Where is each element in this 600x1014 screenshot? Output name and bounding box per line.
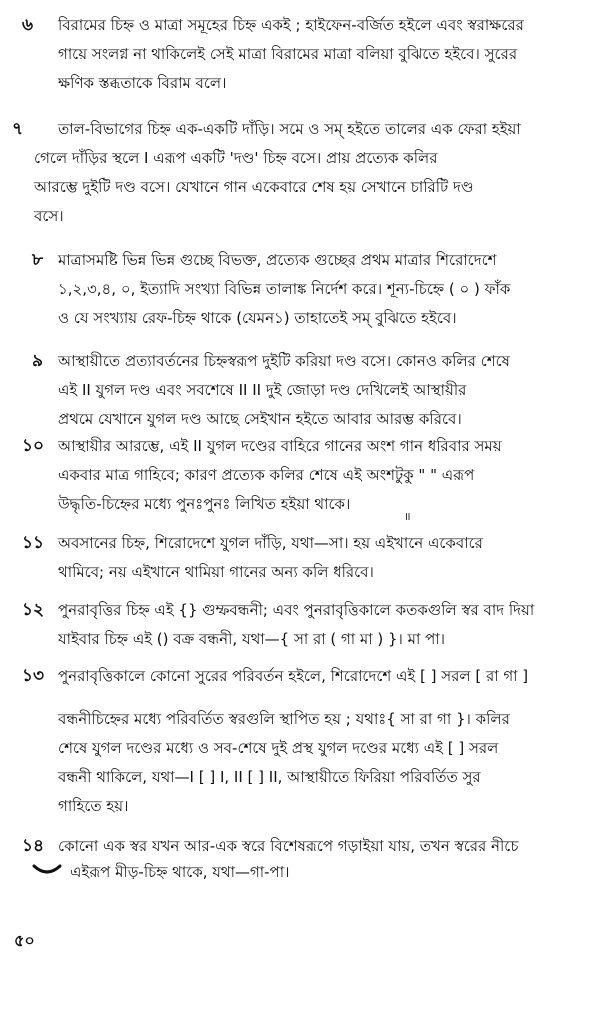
item-number: ৯ bbox=[32, 351, 44, 371]
double-dandi-mark: ॥ bbox=[404, 510, 411, 523]
page-number: ৫০ bbox=[14, 931, 35, 950]
item-number: ১১ bbox=[22, 533, 45, 553]
meend-slur-icon bbox=[32, 862, 62, 878]
item-text-line: উদ্ধৃতি-চিহ্নের মধ্যে পুনঃপুনঃ লিখিত হইয়া থাকে। bbox=[58, 495, 351, 513]
item-text-line: ১,২,৩,৪, ০, ইত্যাদি সংখ্যা বিভিন্ন তালাঙ্ক নির্দেশ করে। শূন্য-চিহ্নে ( ০ ) ফাঁক bbox=[58, 280, 511, 298]
item-text-line: মাত্রাসমষ্টি ভিন্ন ভিন্ন গুচ্ছে বিভক্ত, প্রত্যেক গুচ্ছের প্রথম মাত্রার শিরোদেশে bbox=[58, 251, 497, 269]
item-text-line: আস্থায়ীতে প্রত্যাবর্তনের চিহ্নস্বরূপ দুইটি করিয়া দণ্ড বসে। কোনও কলির শেষে bbox=[58, 352, 510, 370]
item-text-line: শেষে যুগল দণ্ডের মধ্যে ও সব-শেষে দুই প্রস্থ যুগল দণ্ডের মধ্যে এই [ ] সরল bbox=[58, 739, 499, 757]
item-text-line: যাইবার চিহ্ন এই () বক্র বন্ধনী, যথা—{ সা রা ( গা মা ) }। মা পা। bbox=[58, 630, 446, 648]
item-text-line: বিরামের চিহ্ন ও মাত্রা সমূহের চিহ্ন একই ; হাইফেন-বর্জিত হইলে এবং স্বরাক্ষরের bbox=[58, 16, 524, 34]
item-text-line: আস্থায়ীর আরম্ভে, এই II যুগল দণ্ডের বাহিরে গানের অংশ গান ধরিবার সময় bbox=[58, 437, 502, 455]
item-text-line: আরম্ভে দুইটি দণ্ড বসে। যেখানে গান একেবারে শেষ হয় সেখানে চারিটি দণ্ড bbox=[34, 178, 474, 196]
item-text-line: ক্ষণিক স্তব্ধতাকে বিরাম বলে। bbox=[58, 74, 227, 92]
item-number: ৮ bbox=[32, 250, 44, 270]
item-number: ১০ bbox=[22, 436, 45, 456]
item-text-line: তাল-বিভাগের চিহ্ন এক-একটি দাঁড়ি। সমে ও সম্ হইতে তালের এক ফেরা হইয়া bbox=[58, 120, 521, 138]
item-text-line: গেলে দাঁড়ির স্থলে I এরূপ একটি 'দণ্ড' চিহ্ন বসে। প্রায় প্রত্যেক কলির bbox=[34, 149, 438, 167]
item-text-line: বন্ধনী থাকিলে, যথা—I [ ] I, II [ ] II, আস্থায়ীতে ফিরিয়া পরিবর্তিত সুর bbox=[58, 768, 481, 786]
item-text-line: থামিবে; নয় এইখানে থামিয়া গানের অন্য কলি ধরিবে। bbox=[58, 563, 374, 581]
item-text-line: এইরূপ মীড়-চিহ্ন থাকে, যথা—গা-পা। bbox=[70, 863, 290, 881]
item-number: ৭ bbox=[12, 119, 24, 139]
item-text-line: প্রথমে যেখানে যুগল দণ্ড আছে সেইখান হইতে আবার আরম্ভ করিবে। bbox=[58, 410, 462, 428]
item-text-line: পুনরাবৃত্তির চিহ্ন এই {} গুম্ফবন্ধনী; এবং পুনরাবৃত্তিকালে কতকগুলি স্বর বাদ দিয়া bbox=[58, 601, 535, 619]
item-number: ১৪ bbox=[22, 836, 45, 856]
item-text-line: এই II যুগল দণ্ড এবং সবশেষে II II দুই জোড়া দণ্ড দেখিলেই আস্থায়ীর bbox=[58, 381, 467, 399]
item-text-line: গায়ে সংলগ্ন না থাকিলেই সেই মাত্রা বিরামের মাত্রা বলিয়া বুঝিতে হইবে। সুরের bbox=[58, 45, 518, 63]
item-text-line: কোনো এক স্বর যখন আর-এক স্বরে বিশেষরূপে গড়াইয়া যায়, তখন স্বরের নীচে bbox=[58, 837, 519, 855]
item-number: ১৩ bbox=[22, 666, 45, 686]
item-text-line: বন্ধনীচিহ্নের মধ্যে পরিবর্তিত স্বরগুলি স্থাপিত হয় ; যথাঃ{ সা রা গা }। কলির bbox=[58, 710, 510, 728]
item-text-line: একবার মাত্র গাহিবে; কারণ প্রত্যেক কলির শেষে এই অংশটুকু " " এরূপ bbox=[58, 466, 475, 484]
item-text-line: বসে। bbox=[34, 207, 64, 225]
item-number: ১২ bbox=[22, 600, 45, 620]
item-text-line: অবসানের চিহ্ন, শিরোদেশে যুগল দাঁড়ি, যথা—সা। হয় এইখানে একেবারে bbox=[58, 534, 483, 552]
item-text-line: ও যে সংখ্যায় রেফ-চিহ্ন থাকে (যেমন১) তাহাতেই সম্ বুঝিতে হইবে। bbox=[58, 309, 457, 327]
item-text-line: গাহিতে হয়। bbox=[58, 797, 129, 815]
item-number: ৬ bbox=[22, 15, 34, 35]
item-text-line: পুনরাবৃত্তিকালে কোনো সুরের পরিবর্তন হইলে, শিরোদেশে এই [ ] সরল [ রা গা ] bbox=[58, 667, 529, 685]
